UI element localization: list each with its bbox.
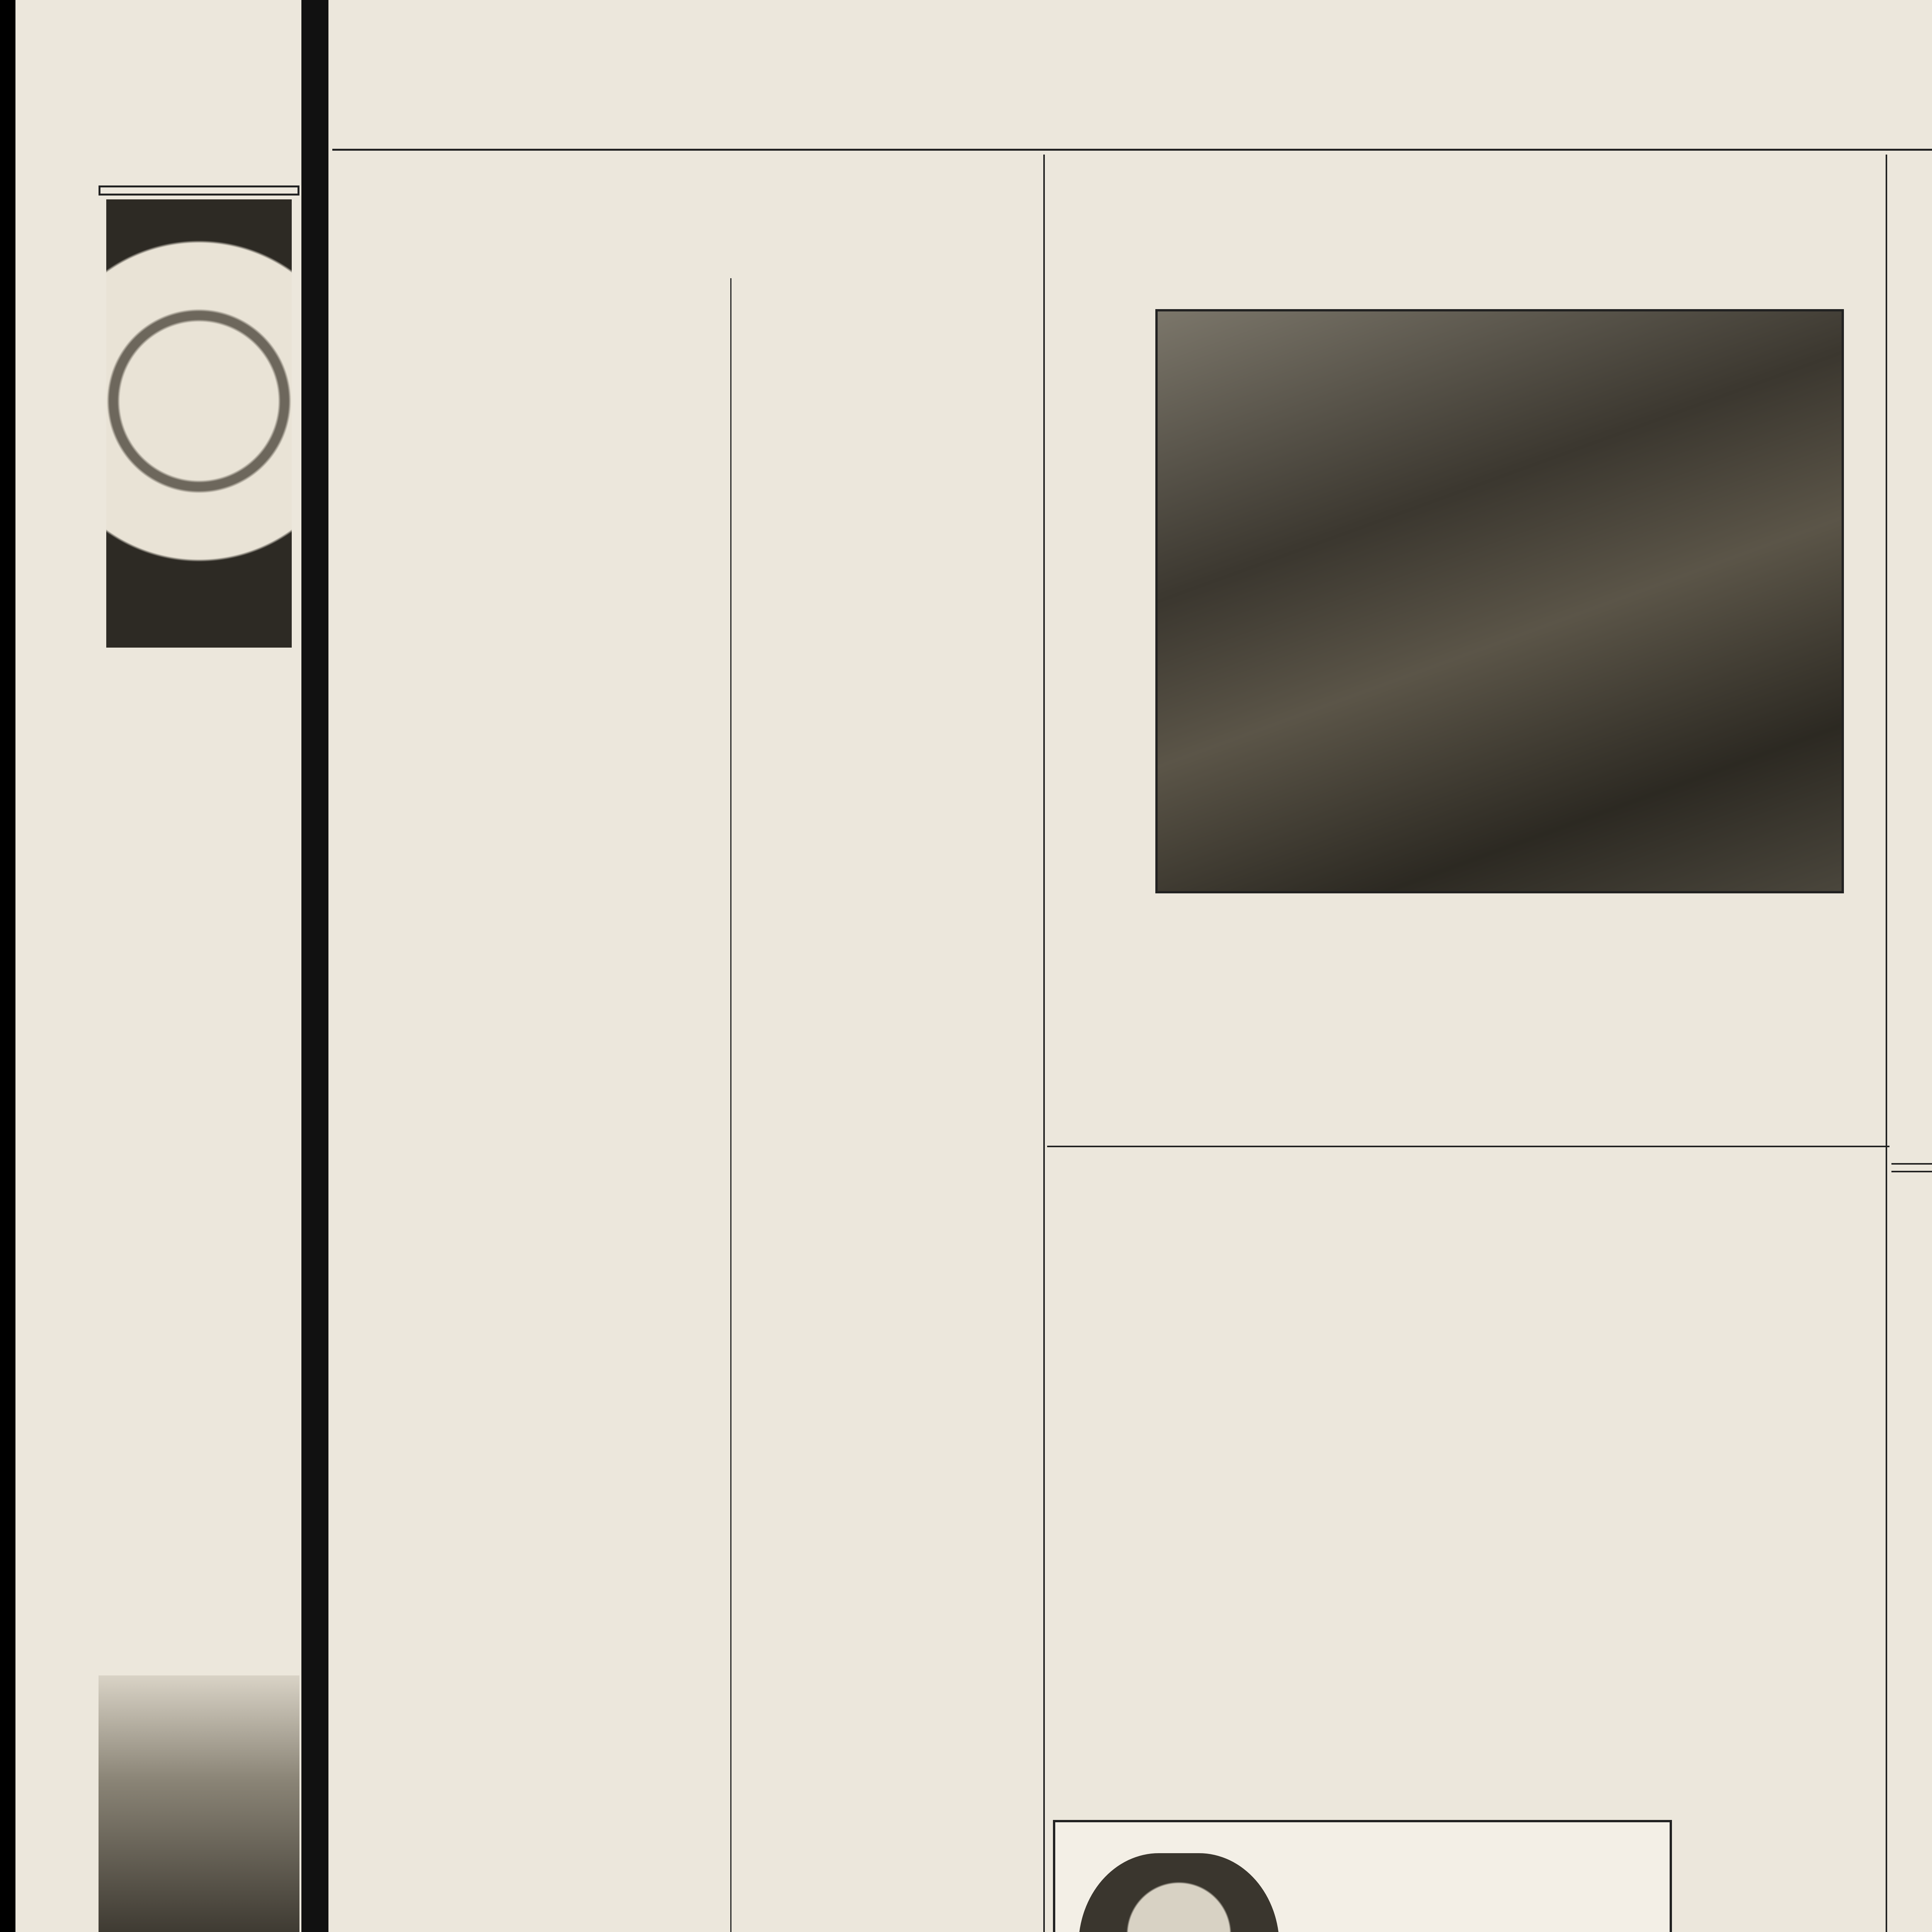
britain-col (1893, 158, 1932, 1148)
hat-man-illustration (106, 199, 292, 648)
robbery-col3 (1470, 1155, 1675, 1812)
temple-illustration (99, 1675, 299, 1932)
priest-portrait (1078, 1853, 1279, 1932)
castoria-ad (1891, 1163, 1932, 1172)
binding-gutter (301, 0, 328, 1932)
left-strip (99, 182, 299, 1932)
masthead-rule (332, 149, 1932, 151)
battle-illustration (1155, 309, 1844, 893)
halifax-col (1679, 1155, 1880, 1932)
persia-caption-2 (1262, 922, 1466, 1138)
preference-article (99, 651, 299, 1119)
provincial-news-col2 (736, 270, 1037, 1932)
robbery-col2 (1262, 1155, 1466, 1812)
article-fragment (99, 1119, 299, 1475)
kaiser-divorce-col (1891, 1155, 1932, 1932)
robbery-col1 (1053, 1155, 1258, 1812)
father-morrissy-ad (1053, 1820, 1672, 1932)
provincial-news-col1 (338, 189, 724, 1932)
persia-caption-1 (1053, 922, 1258, 1138)
wakefield-ad (99, 185, 299, 196)
persia-caption-3 (1470, 922, 1675, 1138)
persia-caption-4 (1679, 922, 1880, 1138)
